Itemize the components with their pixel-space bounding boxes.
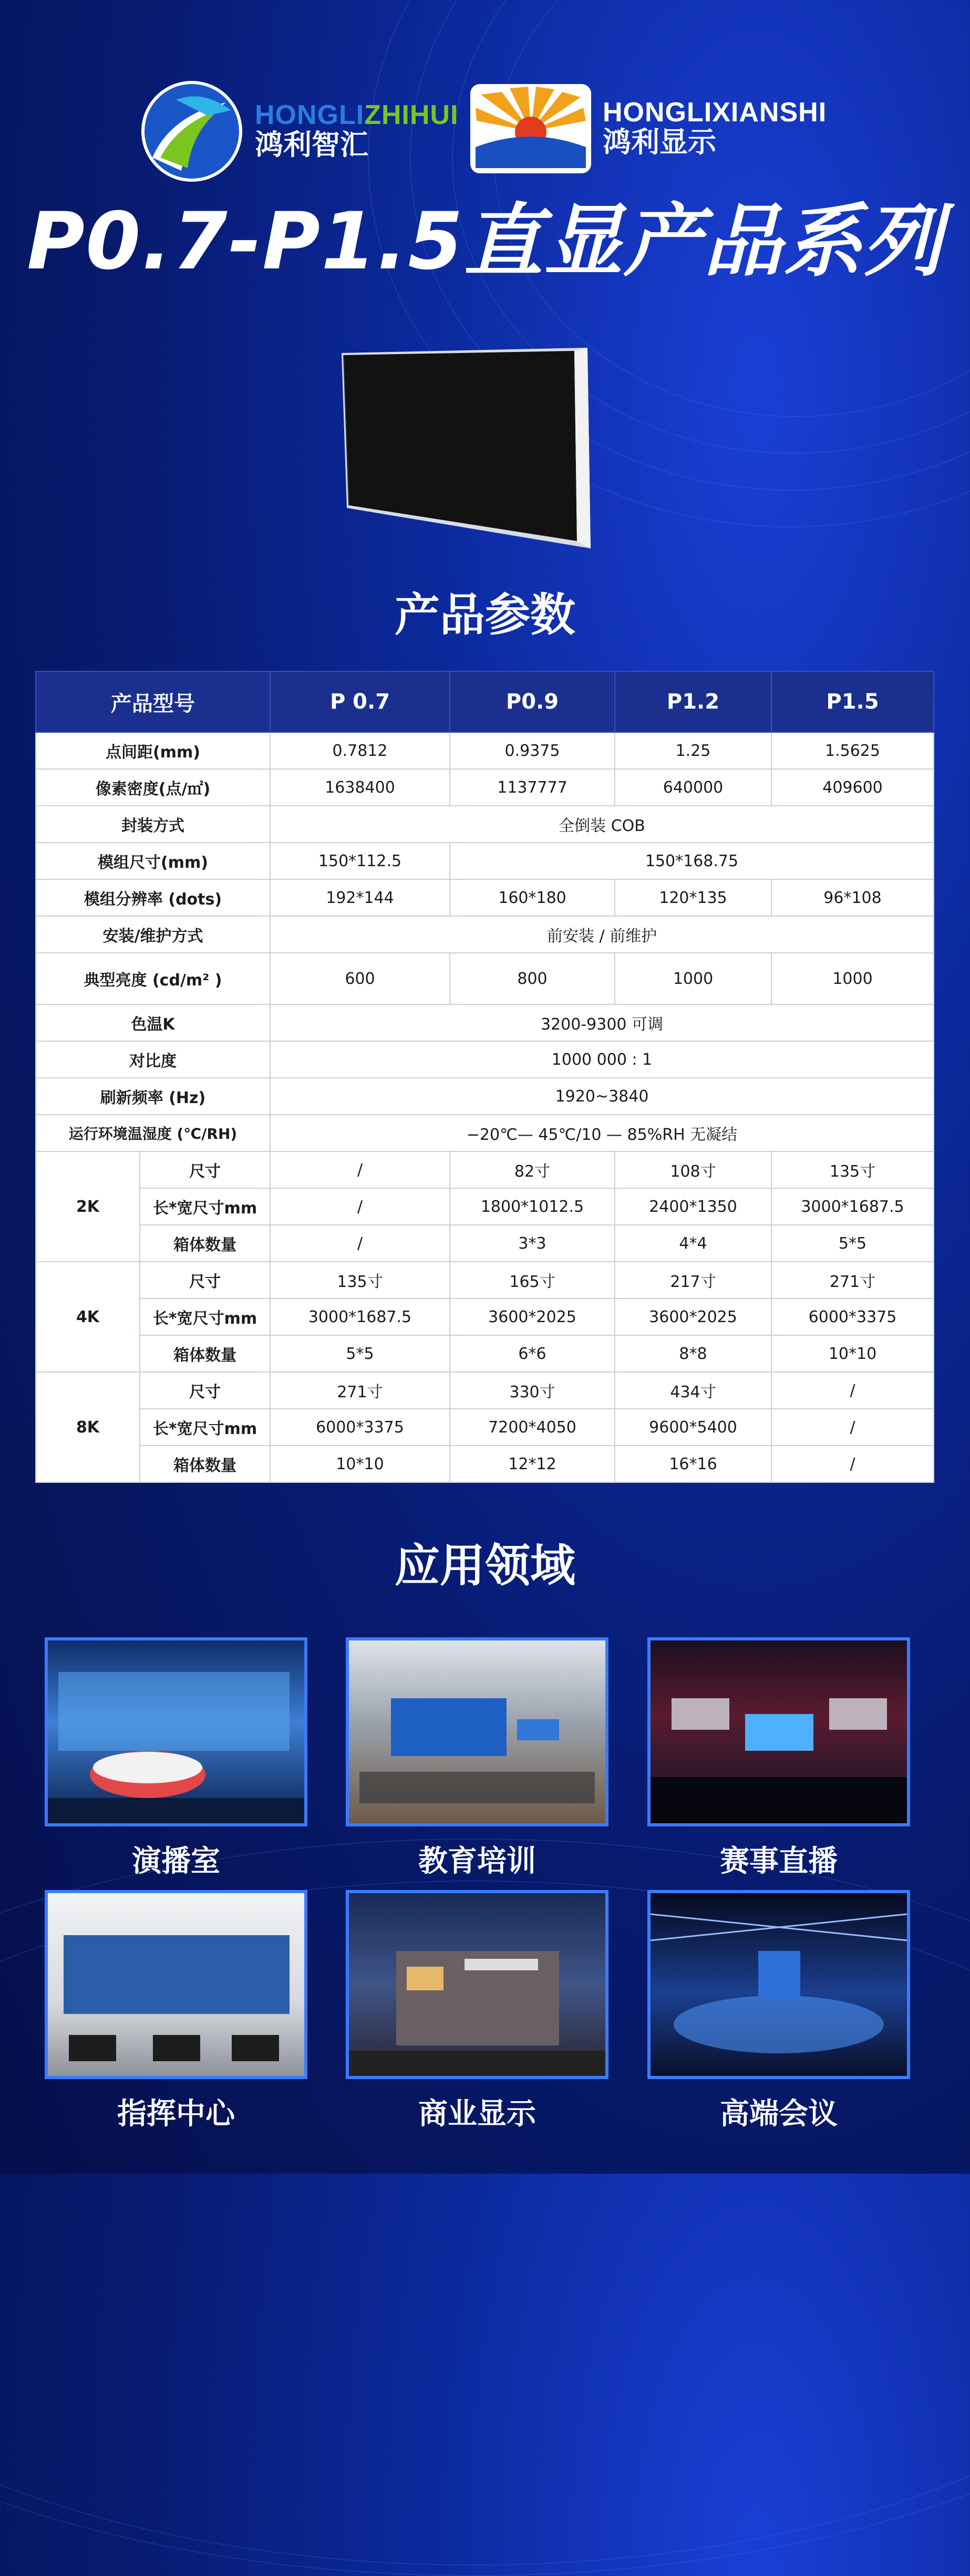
table-cell: 600	[270, 953, 450, 1004]
spec-table	[35, 671, 934, 1483]
table-cell: 3600*2025	[615, 1299, 771, 1335]
app-card-commercial	[346, 1890, 608, 2133]
table-cell: 3000*1687.5	[771, 1188, 934, 1225]
row-label: 安装/维护方式	[36, 916, 270, 953]
logo-hongli-xianshi	[470, 84, 827, 173]
row-label: 点间距(mm)	[36, 732, 270, 769]
table-row	[36, 953, 934, 1004]
header-cell-p15: P1.5	[771, 671, 934, 732]
table-cell: 6000*3375	[270, 1409, 450, 1446]
table-row	[36, 1078, 934, 1115]
row-label: 箱体数量	[140, 1446, 270, 1482]
table-cell: /	[270, 1188, 450, 1225]
apps-section-title: 应用领域	[395, 1540, 575, 1592]
table-row	[36, 1446, 934, 1482]
table-cell: 6*6	[450, 1335, 615, 1372]
table-row	[36, 1409, 934, 1446]
table-cell: 3600*2025	[450, 1299, 615, 1335]
row-label: 色温K	[36, 1004, 270, 1041]
table-cell: 640000	[615, 769, 771, 806]
app-card-esports	[647, 1637, 910, 1880]
app-label: 演播室	[132, 1844, 220, 1878]
table-cell: 0.7812	[270, 732, 450, 769]
table-cell: 8*8	[615, 1335, 771, 1372]
app-card-conference	[647, 1890, 910, 2133]
table-cell: 6000*3375	[771, 1299, 934, 1335]
table-cell: 3000*1687.5	[270, 1299, 450, 1335]
row-label: 长*宽尺寸mm	[140, 1409, 270, 1446]
table-cell: 800	[450, 953, 615, 1004]
table-cell: 271寸	[771, 1262, 934, 1299]
group-label-2k: 2K	[36, 1151, 140, 1262]
table-cell: 1137777	[450, 769, 615, 806]
table-row	[36, 1372, 934, 1409]
group-label-8k: 8K	[36, 1372, 140, 1482]
app-card-command-center	[45, 1890, 307, 2133]
table-cell-merged: 150*168.75	[450, 843, 934, 879]
hongli-xianshi-sun-icon	[470, 84, 591, 173]
row-label: 长*宽尺寸mm	[140, 1299, 270, 1335]
app-label: 指挥中心	[117, 2097, 235, 2131]
table-cell: 1.25	[615, 732, 771, 769]
table-cell: 5*5	[270, 1335, 450, 1372]
row-label: 箱体数量	[140, 1225, 270, 1262]
table-cell: 96*108	[771, 879, 934, 916]
table-cell-merged: 3200-9300 可调	[270, 1004, 934, 1041]
row-label: 刷新频率 (Hz)	[36, 1078, 270, 1115]
row-label: 模组分辨率 (dots)	[36, 879, 270, 916]
table-row	[36, 1262, 934, 1299]
table-cell: 10*10	[270, 1446, 450, 1482]
table-header-row	[36, 671, 934, 732]
header-cell-p12: P1.2	[615, 671, 771, 732]
table-cell-merged: 前安装 / 前维护	[270, 916, 934, 953]
table-cell: 165寸	[450, 1262, 615, 1299]
table-cell: 4*4	[615, 1225, 771, 1262]
studio-image	[45, 1637, 307, 1826]
table-row	[36, 1151, 934, 1188]
row-label: 典型亮度 (cd/m² )	[36, 953, 270, 1004]
table-cell: 160*180	[450, 879, 615, 916]
table-cell: 409600	[771, 769, 934, 806]
table-cell: 12*12	[450, 1446, 615, 1482]
table-cell: 16*16	[615, 1446, 771, 1482]
table-cell: 135寸	[771, 1151, 934, 1188]
logo-2-chinese: 鸿利显示	[603, 125, 716, 159]
hongli-zhihui-emblem-icon	[139, 79, 244, 184]
table-cell: /	[270, 1225, 450, 1262]
row-label: 运行环境温湿度 (℃/RH)	[36, 1115, 270, 1151]
row-label: 尺寸	[140, 1151, 270, 1188]
header-cell-p07: P 0.7	[270, 671, 450, 732]
table-cell: 120*135	[615, 879, 771, 916]
conference-image	[647, 1890, 910, 2079]
table-cell: 135寸	[270, 1262, 450, 1299]
table-row	[36, 879, 934, 916]
table-cell: 1000	[771, 953, 934, 1004]
params-section-title: 产品参数	[395, 589, 575, 641]
table-cell: 434寸	[615, 1372, 771, 1409]
table-cell: 82寸	[450, 1151, 615, 1188]
table-row	[36, 843, 934, 879]
table-cell-merged: 全倒装 COB	[270, 806, 934, 843]
logo-1-chinese: 鸿利智汇	[255, 128, 368, 161]
table-cell: 2400*1350	[615, 1188, 771, 1225]
table-cell: 0.9375	[450, 732, 615, 769]
table-cell: 3*3	[450, 1225, 615, 1262]
app-card-education	[346, 1637, 608, 1880]
table-cell: 7200*4050	[450, 1409, 615, 1446]
app-card-studio	[45, 1637, 307, 1880]
header-cell-model: 产品型号	[36, 671, 270, 732]
led-panel-product-image	[340, 348, 594, 548]
logo-1-english: HONGLIZHIHUI	[255, 99, 459, 130]
row-label: 对比度	[36, 1041, 270, 1078]
group-label-4k: 4K	[36, 1262, 140, 1372]
table-row	[36, 1004, 934, 1041]
table-cell: 1800*1012.5	[450, 1188, 615, 1225]
table-row	[36, 806, 934, 843]
app-label: 高端会议	[720, 2097, 838, 2131]
table-cell: 192*144	[270, 879, 450, 916]
table-cell: 330寸	[450, 1372, 615, 1409]
page-title: P0.7-P1.5直显产品系列	[27, 196, 943, 287]
header-cell-p09: P0.9	[450, 671, 615, 732]
table-cell: /	[270, 1151, 450, 1188]
table-cell: 9600*5400	[615, 1409, 771, 1446]
table-row	[36, 1041, 934, 1078]
table-cell: 10*10	[771, 1335, 934, 1372]
table-row	[36, 1188, 934, 1225]
command-center-image	[45, 1890, 307, 2079]
table-cell-merged: −20℃— 45℃/10 — 85%RH 无凝结	[270, 1115, 934, 1151]
commercial-image	[346, 1890, 608, 2079]
table-cell: 217寸	[615, 1262, 771, 1299]
table-cell: 1.5625	[771, 732, 934, 769]
table-cell-merged: 1000 000 : 1	[270, 1041, 934, 1078]
app-label: 教育培训	[418, 1844, 536, 1878]
row-label: 长*宽尺寸mm	[140, 1188, 270, 1225]
row-label: 尺寸	[140, 1262, 270, 1299]
app-label: 赛事直播	[720, 1844, 838, 1878]
education-image	[346, 1637, 608, 1826]
table-cell: /	[771, 1372, 934, 1409]
table-row	[36, 1115, 934, 1151]
table-row	[36, 1225, 934, 1262]
table-cell: 108寸	[615, 1151, 771, 1188]
logo-2-english: HONGLIXIANSHI	[603, 97, 827, 128]
table-row	[36, 1299, 934, 1335]
table-row	[36, 769, 934, 806]
table-row	[36, 1335, 934, 1372]
row-label: 尺寸	[140, 1372, 270, 1409]
row-label: 模组尺寸(mm)	[36, 843, 270, 879]
logo-hongli-zhihui	[139, 79, 459, 184]
row-label: 像素密度(点/㎡)	[36, 769, 270, 806]
row-label: 封装方式	[36, 806, 270, 843]
table-cell-merged: 1920~3840	[270, 1078, 934, 1115]
table-cell: 1638400	[270, 769, 450, 806]
table-cell: 1000	[615, 953, 771, 1004]
table-cell: /	[771, 1446, 934, 1482]
table-cell: 150*112.5	[270, 843, 450, 879]
table-row	[36, 732, 934, 769]
table-row	[36, 916, 934, 953]
table-cell: 271寸	[270, 1372, 450, 1409]
table-cell: 5*5	[771, 1225, 934, 1262]
table-cell: /	[771, 1409, 934, 1446]
row-label: 箱体数量	[140, 1335, 270, 1372]
esports-image	[647, 1637, 910, 1826]
app-label: 商业显示	[418, 2097, 536, 2131]
